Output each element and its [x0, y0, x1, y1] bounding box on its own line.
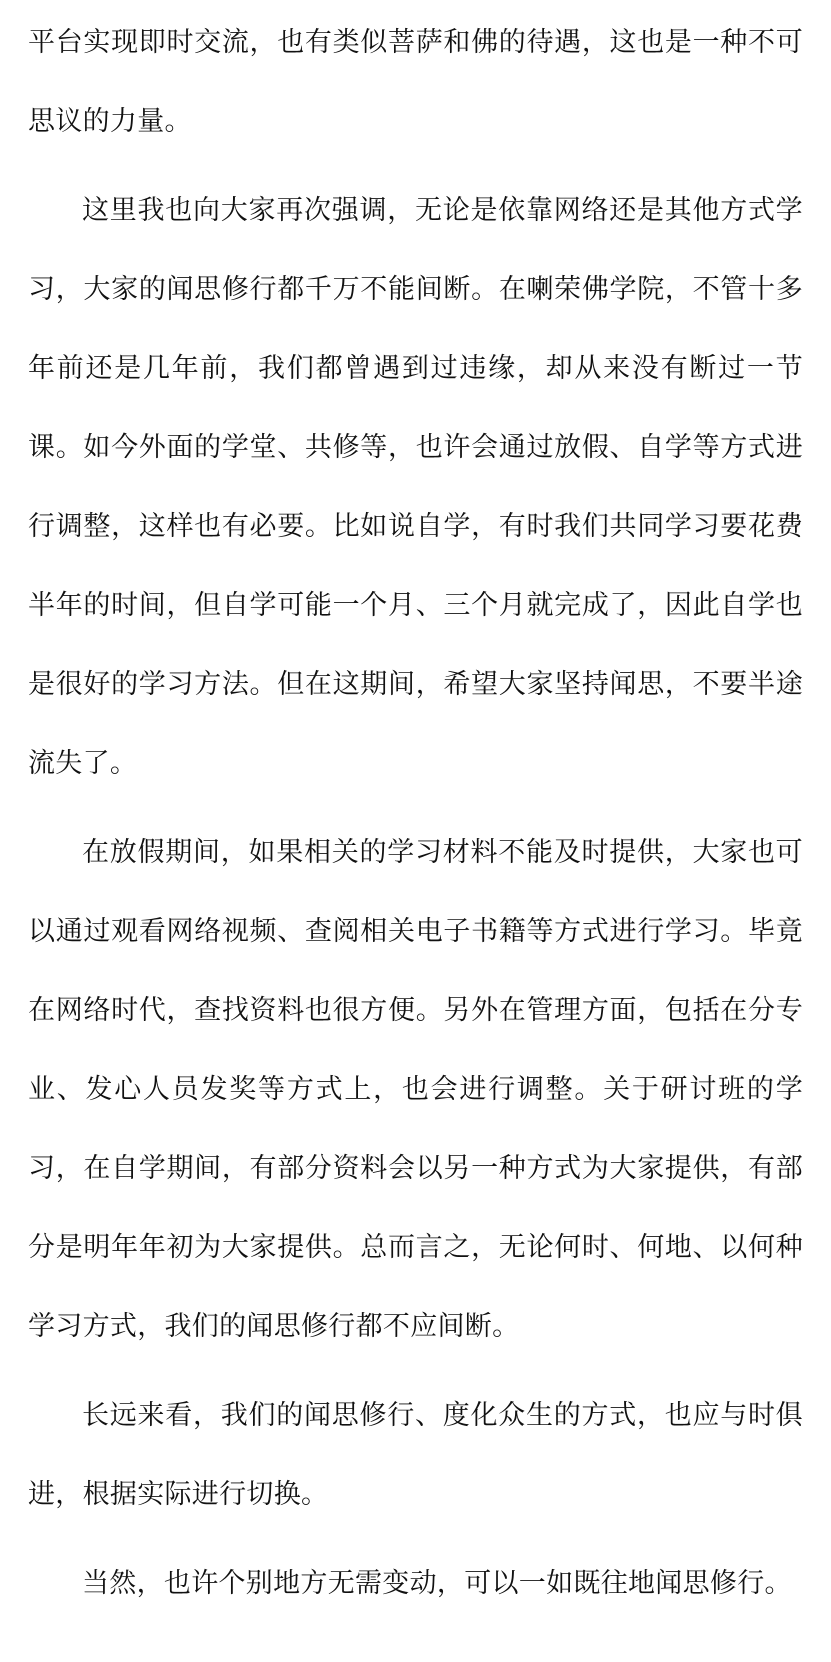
paragraph-4: 长远来看，我们的闻思修行、度化众生的方式，也应与时俱进，根据实际进行切换。 — [28, 1400, 803, 1510]
paragraph-1: 平台实现即时交流，也有类似菩萨和佛的待遇，这也是一种不可思议的力量。 — [28, 27, 803, 137]
paragraph-2: 这里我也向大家再次强调，无论是依靠网络还是其他方式学习，大家的闻思修行都千万不能间断。在喇荣佛学院，不管十多年前还是几年前，我们都曾遇到过违缘，却从来没有断过一节课。如今外面的学堂、共修等，也许会通过放假、自学等方式进行调整，这样也有必要。比如说自学，有时我们共同学习要花费半年的时间，但自学可能一个月、三个月就完成了，因此自学也是很好的学习方法。但在这期间，希望大家坚持闻思，不要半途流失了。 — [28, 195, 803, 779]
paragraph-3: 在放假期间，如果相关的学习材料不能及时提供，大家也可以通过观看网络视频、查阅相关电子书籍等方式进行学习。毕竟在网络时代，查找资料也很方便。另外在管理方面，包括在分专业、发心人员发奖等方式上，也会进行调整。关于研讨班的学习，在自学期间，有部分资料会以另一种方式为大家提供，有部分是明年年初为大家提供。总而言之，无论何时、何地、以何种学习方式，我们的闻思修行都不应间断。 — [28, 837, 803, 1342]
paragraph-5: 当然，也许个别地方无需变动，可以一如既往地闻思修行。 — [82, 1568, 792, 1599]
